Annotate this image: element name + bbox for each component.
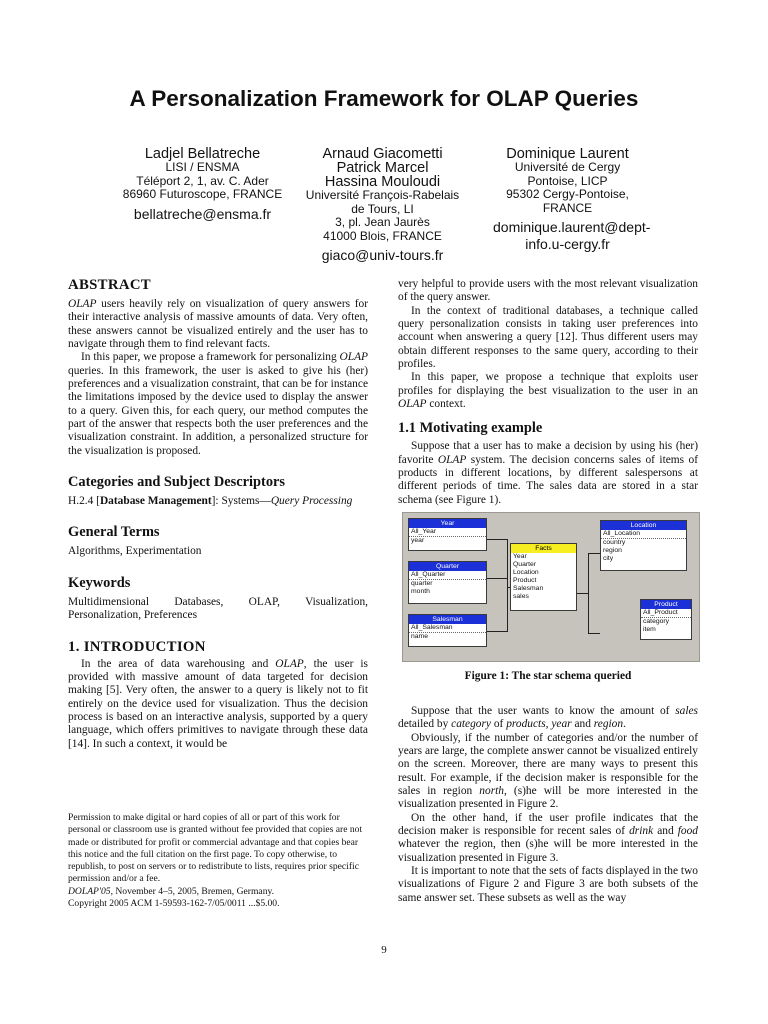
affiliation-line: Téléport 2, 1, av. C. Ader: [136, 173, 269, 188]
affiliation-line: FRANCE: [542, 200, 593, 215]
body-paragraph: [398, 812, 698, 865]
table-field: year: [411, 537, 425, 544]
author-email[interactable]: dominique.laurent@dept-info.u-cergy.fr: [493, 219, 651, 253]
affiliation-line: LISI / ENSMA: [165, 160, 240, 174]
schema-link: [487, 578, 507, 579]
text-span: year: [551, 718, 572, 731]
schema-link: [588, 553, 600, 554]
text-span: north: [479, 785, 504, 798]
table-field: All_Salesman: [409, 624, 486, 633]
affiliation-line: Université François-Rabelais: [305, 188, 460, 202]
introduction-heading: 1. INTRODUCTION: [68, 638, 206, 655]
term-olap: OLAP: [68, 298, 97, 310]
text-span: In this paper, we propose a technique that exploits user profiles for displaying the best visualization to the user in an: [398, 371, 698, 397]
table-field: All_Product: [641, 609, 691, 618]
left-column: [68, 277, 368, 751]
schema-link: [588, 633, 600, 634]
author-block-3: [475, 147, 660, 253]
text-span: In this paper, we propose a framework for personalizing: [81, 351, 340, 364]
text-span: and: [653, 825, 678, 838]
text-span: and: [571, 718, 594, 731]
text-span: , the user is provided with massive amount of data targeted for decision making [5]. Very often, the answer to a query is likely not to fit entirely on the device used for visualization. Thus the decision process is based on an interactive analysis, supported by a query language, which offers primitives to navigate through these data [14]. In such a context, it would be: [68, 657, 368, 750]
table-field: Product: [513, 577, 537, 584]
page-number: 9: [381, 944, 387, 956]
text-span: region: [593, 718, 624, 731]
table-field: Quarter: [513, 561, 537, 568]
author-block-2: [290, 147, 475, 264]
body-paragraph: [398, 705, 698, 732]
text-span: products: [506, 718, 546, 731]
table-field: category: [643, 618, 670, 625]
table-title: Location: [601, 521, 686, 530]
text-span: of: [491, 718, 507, 731]
figure-caption: Figure 1: The star schema queried: [464, 670, 632, 682]
table-field: All_Year: [409, 528, 486, 537]
text-span: Database Management: [99, 495, 212, 508]
text-span: context.: [426, 398, 466, 411]
affiliation-line: 3, pl. Jean Jaurès: [335, 215, 430, 230]
author-email[interactable]: giaco@univ-tours.fr: [321, 247, 444, 264]
term-olap: OLAP: [339, 351, 368, 364]
affiliation-line: Université de Cergy: [514, 160, 621, 174]
table-field: country: [603, 539, 626, 546]
text-span: On the other hand, if the user profile indicates that the decision maker is responsible for recent sales of: [398, 811, 698, 838]
table-product: [640, 599, 692, 640]
keywords-heading: Keywords: [68, 574, 131, 591]
author-name: Arnaud Giacometti: [322, 146, 443, 162]
keywords-text: Multidimensional Databases, OLAP, Visualization, Personalization, Preferences: [68, 595, 368, 622]
categories-heading: Categories and Subject Descriptors: [68, 474, 286, 491]
abstract-paragraph: [68, 298, 368, 351]
permission-text: Permission to make digital or hard copies of all or part of this work for personal or classroom use is granted without fee provided that copies are not made or distributed for profit or commercial advantage and that copies bear this notice and the full citation on the first page. To copy otherwise, to republish, to post on servers or to redistribute to lists, requires prior specific permission and/or a fee.: [68, 812, 363, 885]
table-field: All_Quarter: [409, 571, 486, 580]
text-span: food: [677, 825, 698, 838]
affiliation-line: Pontoise, LICP: [527, 173, 608, 188]
text-span: Query Processing: [270, 495, 353, 508]
author-name: Patrick Marcel: [336, 160, 429, 176]
affiliation-line: 86960 Futuroscope, FRANCE: [122, 187, 283, 202]
body-paragraph: [398, 371, 698, 411]
text-span: Obviously, if the number of categories and/or the number of years are large, the complete answer cannot be visualized entirely on the screen. Moreover, there are many ways to present this result. For example, if the decision maker is responsible for the sales in region: [398, 731, 698, 798]
text-span: , November 4–5, 2005, Bremen, Germany.: [110, 885, 275, 897]
term-olap: OLAP: [437, 453, 467, 466]
table-field: name: [411, 633, 429, 640]
affiliation-line: 41000 Blois, FRANCE: [323, 228, 442, 243]
table-field: Location: [513, 569, 539, 576]
term-olap: OLAP: [275, 657, 304, 670]
author-email[interactable]: bellatreche@ensma.fr: [133, 205, 272, 222]
intro-paragraph: [68, 658, 368, 751]
text-span: , (s)he will be more interested in the visualization presented in Figure 2.: [398, 785, 698, 811]
table-field: quarter: [411, 580, 433, 587]
abstract-heading: ABSTRACT: [68, 277, 151, 293]
text-span: Suppose that a user has to make a decision by using his (her) favorite: [398, 440, 698, 466]
copyright-line: Copyright 2005 ACM 1-59593-162-7/05/0011 ...$5.00.: [68, 898, 280, 910]
right-column-bottom: [398, 705, 698, 905]
table-title: Salesman: [409, 615, 486, 624]
text-span: ,: [545, 718, 552, 731]
text-span: Suppose that the user wants to know the amount of: [411, 705, 676, 717]
table-field: All_Location: [601, 530, 686, 539]
text-span: system. The decision concerns sales of items of products in different locations, by different salespersons at different periods of time. The sales data are stored in a star schema (see Figure 1).: [398, 453, 699, 506]
table-title: Product: [641, 600, 691, 609]
text-span: drink: [629, 825, 654, 838]
general-terms-heading: General Terms: [68, 524, 160, 541]
table-field: region: [603, 547, 622, 554]
table-year: [408, 518, 487, 551]
text-span: queries. In this framework, the user is asked to give his (her) preferences and a visualization constraint, that can be for instance the limitations imposed by the device used to display the answer to a query. Given this, for each query, our method computes the part of the answer that respects both the user preferences and the visualization constraint. In addition, a personalized structure for the visualization is proposed.: [68, 364, 368, 457]
paper-title: A Personalization Framework for OLAP Queries: [129, 86, 639, 111]
table-field: Year: [513, 553, 527, 560]
body-paragraph: [398, 732, 698, 812]
author-name: Dominique Laurent: [506, 146, 629, 162]
table-field: Salesman: [513, 585, 544, 592]
table-field: city: [603, 555, 614, 562]
subsection-heading: 1.1 Motivating example: [398, 420, 543, 437]
table-field: sales: [513, 593, 529, 600]
text-span: ]: Systems—: [211, 495, 271, 508]
figure-star-schema: [402, 512, 700, 662]
affiliation-line: de Tours, LI: [351, 201, 414, 216]
table-location: [600, 520, 687, 571]
table-title: Facts: [511, 544, 576, 553]
table-salesman: [408, 614, 487, 647]
body-paragraph: very helpful to provide users with the most relevant visualization of the query answer.: [398, 278, 698, 304]
table-quarter: [408, 561, 487, 604]
text-span: sales: [675, 705, 698, 717]
affiliation-line: 95302 Cergy-Pontoise,: [506, 187, 629, 202]
author-block-1: [105, 147, 300, 223]
permission-notice: [68, 812, 370, 910]
text-span: detailed by: [398, 718, 452, 731]
text-span: .: [623, 718, 626, 731]
table-field: month: [411, 588, 430, 595]
text-span: In the area of data warehousing and: [81, 657, 276, 670]
categories-text: [68, 495, 368, 508]
term-olap: OLAP: [398, 398, 427, 411]
body-paragraph: [398, 440, 698, 507]
schema-link: [487, 539, 508, 588]
abstract-paragraph: [68, 351, 368, 458]
text-span: H.2.4 [: [68, 495, 100, 508]
body-paragraph: In the context of traditional databases, a technique called query personalization consists in taking user preferences into account when answering a query [12]. Thus different users may obtain different responses to the same query, according to their profiles.: [398, 304, 698, 371]
table-title: Quarter: [409, 562, 486, 571]
conference-line: [68, 886, 370, 898]
text-span: whatever the region, then (s)he will be more interested in the visualization presented in Figure 3.: [398, 838, 698, 864]
text-span: DOLAP'05: [68, 885, 111, 897]
general-terms-text: Algorithms, Experimentation: [68, 545, 202, 558]
text-span: category: [451, 718, 491, 731]
author-name: Ladjel Bellatreche: [144, 146, 261, 162]
table-field: item: [643, 626, 656, 633]
author-name: Hassina Mouloudi: [324, 174, 441, 190]
table-title: Year: [409, 519, 486, 528]
table-facts: [510, 543, 577, 611]
schema-link: [487, 587, 508, 632]
text-span: users heavily rely on visualization of query answers for their interactive analysis of massive amounts of data. Very often, these answers cannot be visualized entirely and the user has to navigate through them to find relevant facts.: [68, 298, 368, 351]
right-column-top: [398, 278, 698, 507]
body-paragraph: It is important to note that the sets of facts displayed in the two visualizations of Figure 2 and Figure 3 are both subsets of the same answer set. These subsets as well as the way: [398, 865, 698, 904]
